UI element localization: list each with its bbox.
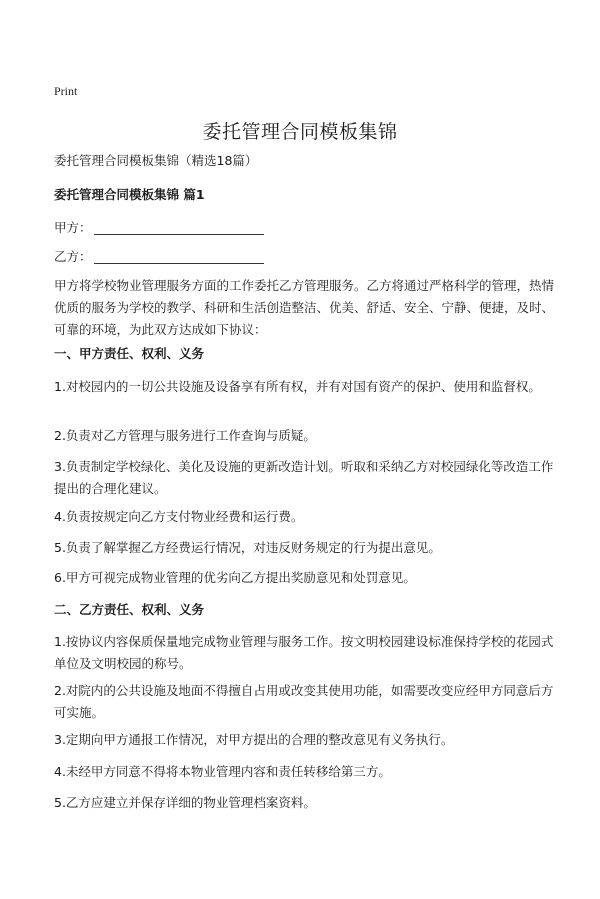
document-title: 委托管理合同模板集锦 xyxy=(202,121,398,143)
part1-item: 3.负责制定学校绿化、美化及设施的更新改造计划。听取和采纳乙方对校园绿化等改造工作提出的合理化建议。 xyxy=(54,459,554,496)
part2-item: 5.乙方应建立并保存详细的物业管理档案资料。 xyxy=(54,795,316,810)
part2-item: 2.对院内的公共设施及地面不得擅自占用或改变其使用功能，如需要改变应经甲方同意后方可实施。 xyxy=(54,683,554,720)
part1-item: 4.负责按规定向乙方支付物业经费和运行费。 xyxy=(54,509,304,524)
print-label: Print xyxy=(54,84,78,98)
part2-item: 3.定期向甲方通报工作情况，对甲方提出的合理的整改意见有义务执行。 xyxy=(54,732,454,747)
part2-item: 4.未经甲方同意不得将本物业管理内容和责任转移给第三方。 xyxy=(54,764,391,779)
party-b-label: 乙方： xyxy=(54,249,92,264)
part1-item: 5.负责了解掌握乙方经费运行情况，对违反财务规定的行为提出意见。 xyxy=(54,540,441,555)
intro-paragraph: 甲方将学校物业管理服务方面的工作委托乙方管理服务。乙方将通过严格科学的管理，热情优质的服务为学校的教学、科研和生活创造整洁、优美、舒适、安全、宁静、便捷，及时、可靠的环境，为此双方达成如下协议： xyxy=(54,278,555,337)
part1-item: 6.甲方可视完成物业管理的优劣向乙方提出奖励意见和处罚意见。 xyxy=(54,570,416,585)
party-a-signature-line xyxy=(94,220,264,235)
part1-item: 2.负责对乙方管理与服务进行工作查询与质疑。 xyxy=(54,428,316,443)
part2-heading: 二、乙方责任、权利、义务 xyxy=(54,602,205,617)
part1-item: 1.对校园内的一切公共设施及设备享有所有权，并有对国有资产的保护、使用和监督权。 xyxy=(54,379,541,394)
part1-heading: 一、甲方责任、权利、义务 xyxy=(54,346,205,361)
subtitle: 委托管理合同模板集锦（精选18篇） xyxy=(54,153,258,168)
party-a-row xyxy=(54,217,554,239)
part2-item: 1.按协议内容保质保量地完成物业管理与服务工作。按文明校园建设标准保持学校的花园式单位及文明校园的称号。 xyxy=(54,634,554,671)
party-a-label: 甲方： xyxy=(54,220,92,235)
party-b-row xyxy=(54,246,554,268)
section-heading: 委托管理合同模板集锦 篇1 xyxy=(54,187,205,202)
party-b-signature-line xyxy=(94,249,264,264)
